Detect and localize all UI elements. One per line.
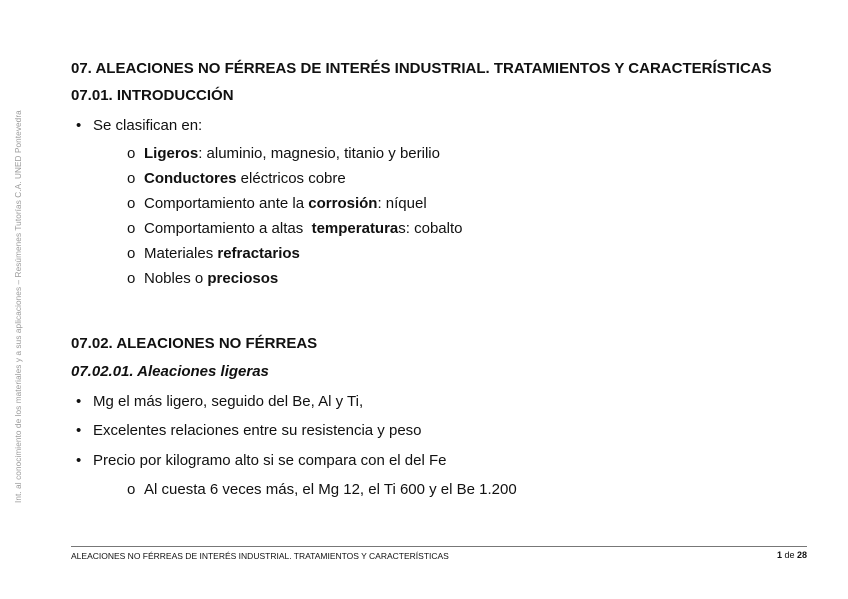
sub-item-text: : aluminio, magnesio, titanio y berilio (198, 145, 440, 162)
document-title: 07. ALEACIONES NO FÉRREAS DE INTERÉS INDUSTRIAL. TRATAMIENTOS Y CARACTERÍSTICAS (71, 60, 772, 77)
page-total: 28 (796, 550, 807, 560)
bullet-text: Mg el más ligero, seguido del Be, Al y Ti, (93, 393, 364, 410)
sub-item-bold: Conductores (144, 170, 237, 187)
section-heading-introduccion: 07.01. INTRODUCCIÓN (71, 87, 234, 104)
sub-item-pre: Comportamiento ante la (144, 195, 309, 212)
bullet-dot-icon: • (76, 452, 82, 469)
sub-item-conductores (127, 170, 346, 187)
bullet-item (76, 452, 447, 469)
sub-item-bold: preciosos (207, 270, 279, 287)
bullet-text: Precio por kilogramo alto si se compara con el del Fe (93, 452, 447, 469)
sub-item-bold: Ligeros (144, 145, 199, 162)
page-current: 1 (776, 550, 782, 560)
page-of: de (781, 550, 797, 560)
sub-item-text: Al cuesta 6 veces más, el Mg 12, el Ti 600 y el Be 1.200 (144, 481, 517, 498)
circle-bullet-icon: o (127, 145, 136, 162)
circle-bullet-icon: o (127, 170, 136, 187)
bullet-item (76, 117, 202, 134)
page-number (777, 550, 807, 560)
bullet-dot-icon: • (76, 117, 82, 134)
sub-item-bold: temperatura (311, 220, 399, 237)
sub-item-pre: Nobles o (144, 270, 208, 287)
bullet-text: Se clasifican en: (93, 117, 203, 134)
bullet-dot-icon: • (76, 393, 82, 410)
footer-title: ALEACIONES NO FÉRREAS DE INTERÉS INDUSTRIAL. TRATAMIENTOS Y CARACTERÍSTICAS (71, 551, 449, 561)
sub-item-text: eléctricos cobre (236, 170, 346, 187)
subsection-heading-aleaciones-ligeras: 07.02.01. Aleaciones ligeras (71, 363, 269, 380)
sub-item-bold: corrosión (308, 195, 378, 212)
sub-item-text: s: cobalto (398, 220, 463, 237)
sub-item-pre: Comportamiento a altas (144, 220, 312, 237)
sub-item-precios (127, 481, 517, 498)
side-margin-text: Int. al conocimiento de los materiales y a sus aplicaciones – Resúmenes Tutorías C.A. UNED Pontevedra (14, 110, 23, 503)
bullet-item (76, 422, 422, 439)
bullet-dot-icon: • (76, 422, 82, 439)
circle-bullet-icon: o (127, 220, 136, 237)
footer-divider (71, 546, 807, 547)
bullet-item (76, 393, 363, 410)
sub-item-pre: Materiales (144, 245, 218, 262)
circle-bullet-icon: o (127, 481, 136, 498)
sub-item-bold: refractarios (217, 245, 300, 262)
circle-bullet-icon: o (127, 195, 136, 212)
sub-item-text: : níquel (377, 195, 427, 212)
section-heading-aleaciones-no-ferreas: 07.02. ALEACIONES NO FÉRREAS (71, 335, 318, 352)
bullet-text: Excelentes relaciones entre su resistencia y peso (93, 422, 422, 439)
circle-bullet-icon: o (127, 270, 136, 287)
sub-item-refractarios (127, 245, 300, 262)
circle-bullet-icon: o (127, 245, 136, 262)
sub-item-temperaturas (127, 220, 463, 237)
sub-item-preciosos (127, 270, 278, 287)
sub-item-ligeros (127, 145, 440, 162)
sub-item-corrosion (127, 195, 427, 212)
